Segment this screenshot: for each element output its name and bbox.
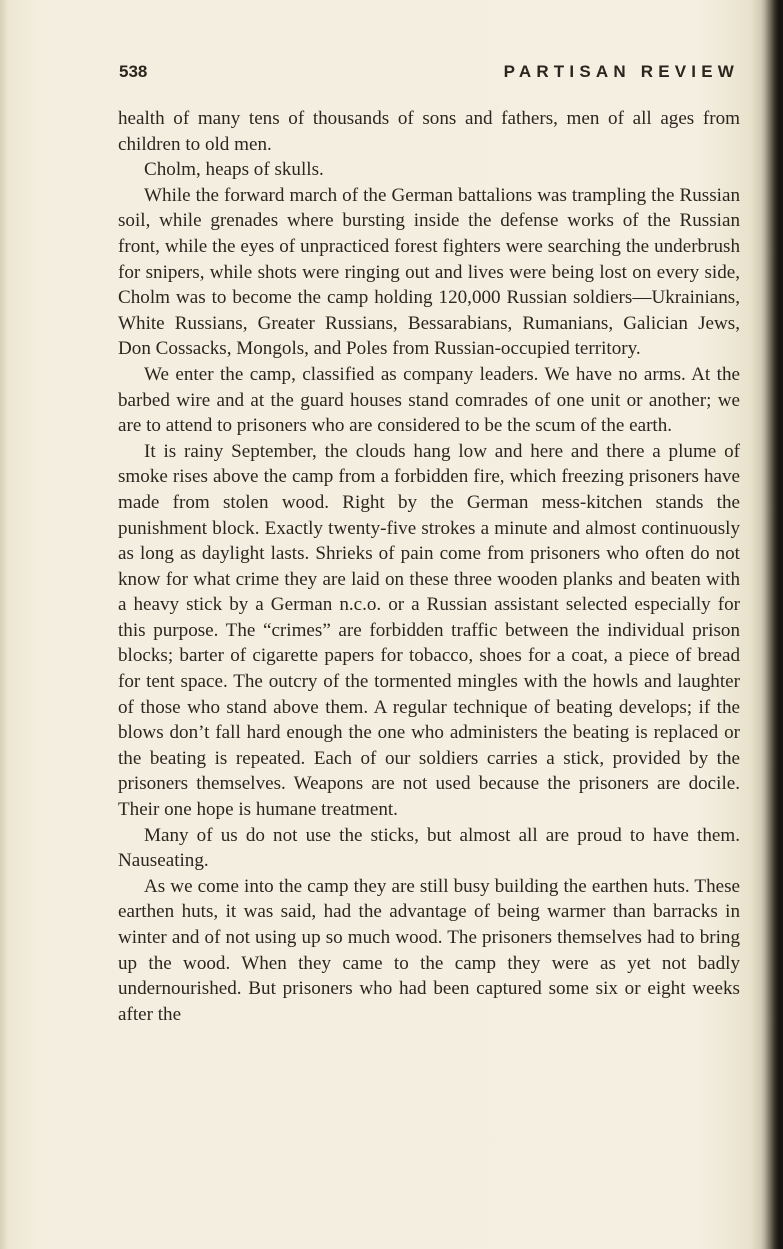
paragraph-3: While the forward march of the German battalions was trampling the Russian soil, while grenades where bursting inside the defense works of the Russian front, while the eyes of unpracticed forest fighters were searching the underbrush for snipers, while shots were ringing out and lives were being lost on every side, Cholm was to become the camp holding 120,000 Russian soldiers—Ukrainians, White Russians, Greater Russians, Bessarabians, Rumanians, Galician Jews, Don Cossacks, Mongols, and Poles from Russian-occupied territory. <box>118 184 740 360</box>
body-text <box>118 106 740 1027</box>
paragraph-4: We enter the camp, classified as company leaders. We have no arms. At the barbed wire and at the guard houses stand comrades of one unit or another; we are to attend to prisoners who are considered to be the scum of the earth. <box>118 363 740 437</box>
paragraph-5: It is rainy September, the clouds hang low and here and there a plume of smoke rises above the camp from a forbidden fire, which freezing prisoners have made from stolen wood. Right by the German mess-kitchen stands the punishment block. Exactly twenty-five strokes a minute and almost continuously as long as daylight lasts. Shrieks of pain come from prisoners who often do not know for what crime they are laid on these three wooden planks and beaten with a heavy stick by a German n.c.o. or a Russian assistant selected especially for this purpose. The “crimes” are forbidden traffic between the individual prison blocks; barter of cigarette papers for tobacco, shoes for a coat, a piece of bread for tent space. The outcry of the tormented mingles with the howls and laughter of those who stand above them. A regular technique of beating develops; if the blows don’t fall hard enough the one who administers the beating is replaced or the beating is repeated. Each of our soldiers carries a stick, provided by the prisoners themselves. Weapons are not used because the prisoners are docile. Their one hope is humane treatment. <box>118 440 740 821</box>
page-gutter-shadow <box>761 0 783 1249</box>
page-left-edge <box>0 0 8 1249</box>
paragraph-6: Many of us do not use the sticks, but almost all are proud to have them. Nauseating. <box>118 824 740 872</box>
running-head: PARTISAN REVIEW <box>503 62 739 81</box>
paragraph-7: As we come into the camp they are still busy building the earthen huts. These earthen huts, it was said, had the advantage of being warmer than barracks in winter and of not using up so much wood. The prisoners themselves had to bring up the wood. When they came to the camp they were as yet not badly undernourished. But prisoners who had been captured some six or eight weeks after the <box>118 875 740 1025</box>
paragraph-2: Cholm, heaps of skulls. <box>144 159 324 181</box>
paragraph-1: health of many tens of thousands of sons and fathers, men of all ages from children to old men. <box>118 108 740 155</box>
page-number: 538 <box>119 62 148 81</box>
page-header <box>119 62 739 90</box>
